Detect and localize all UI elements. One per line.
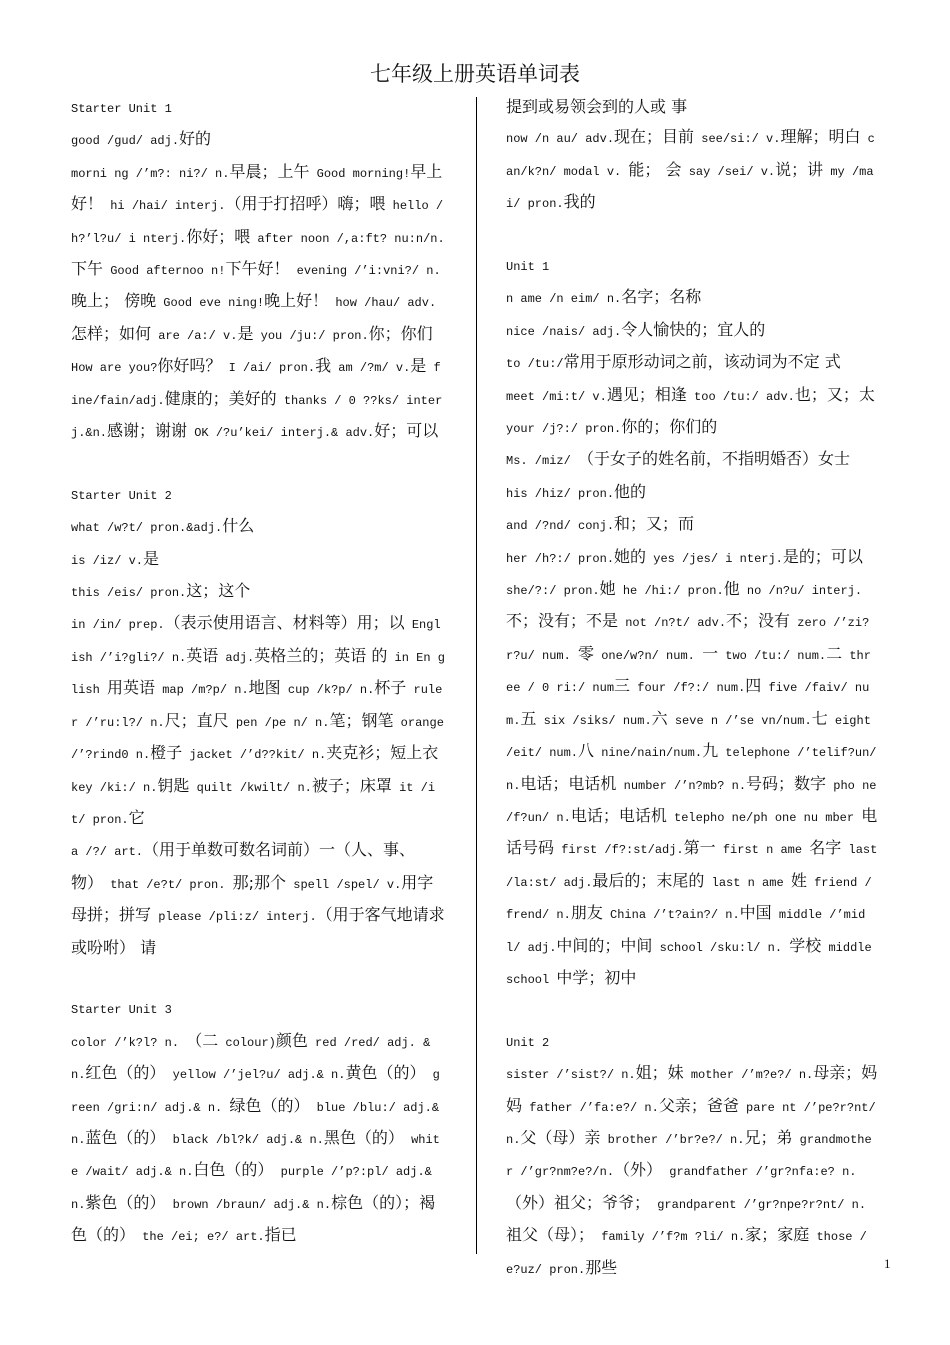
chinese-meaning: 六 xyxy=(651,708,668,728)
english-text: yes /jes/ i nterj. xyxy=(646,551,783,566)
chinese-meaning: 也；又；太 xyxy=(794,384,875,404)
english-text: and /?nd/ conj. xyxy=(506,519,615,534)
vocab-entry xyxy=(506,542,878,574)
vocab-entry xyxy=(506,380,878,445)
chinese-meaning: 八 xyxy=(578,741,595,761)
english-text: three / 0 ri:/ num xyxy=(506,648,871,696)
chinese-meaning: 号码；数字 xyxy=(746,773,827,793)
english-text: pen /pe n/ n. xyxy=(228,715,330,730)
vocab-entry xyxy=(71,544,446,576)
english-text: hi /hai/ interj. xyxy=(103,199,226,214)
english-text: two /tu:/ num. xyxy=(718,648,827,663)
chinese-meaning: 家；家庭 xyxy=(745,1225,810,1245)
english-text: his /hiz/ pron. xyxy=(506,486,615,501)
section-heading xyxy=(506,1026,878,1058)
english-text: you /ju:/ pron. xyxy=(253,328,369,343)
english-text: am /?m/ v. xyxy=(331,361,411,376)
english-text: evening /’i:vni?/ n. xyxy=(289,264,441,279)
english-text: pho ne /f?un/ n. xyxy=(506,778,877,825)
chinese-meaning: 她 xyxy=(599,579,616,599)
english-text: father /’fa:e?/ n. xyxy=(522,1100,659,1115)
chinese-meaning: 能； 会 xyxy=(628,159,682,179)
chinese-meaning: 用英语 xyxy=(107,678,156,698)
section-heading xyxy=(71,993,446,1025)
english-text: the /ei; e?/ art. xyxy=(135,1230,265,1245)
chinese-meaning: 朋友 xyxy=(570,903,603,923)
english-text: in En glish xyxy=(71,650,445,698)
vocab-entry xyxy=(506,574,878,995)
english-text: white /wait/ adj.& n. xyxy=(71,1132,440,1180)
chinese-meaning: 那;那个 xyxy=(232,872,287,892)
english-text: see/si:/ v. xyxy=(694,132,781,147)
chinese-meaning: 紫色（的） xyxy=(85,1192,166,1212)
english-text: those /e?uz/ pron. xyxy=(506,1230,867,1277)
english-text: meet /mi:t/ v. xyxy=(506,389,607,404)
chinese-meaning: （于女子的姓名前，不指明婚否）女士 xyxy=(578,449,851,469)
english-text: English /’i?gli?/ n. xyxy=(71,618,441,665)
vocab-entry xyxy=(506,282,878,314)
english-text: six /siks/ num. xyxy=(536,713,652,728)
chinese-meaning: 最后的；末尾的 xyxy=(592,870,705,890)
english-text: Unit 1 xyxy=(506,260,550,275)
chinese-meaning: 我 xyxy=(315,356,332,376)
chinese-meaning: 三 xyxy=(614,676,631,696)
english-text: Unit 2 xyxy=(506,1035,550,1050)
english-text: spell /spel/ v. xyxy=(286,877,402,892)
english-text: school /sku:l/ n. xyxy=(652,940,790,955)
chinese-meaning: 二 xyxy=(826,643,843,663)
english-text: key /ki:/ n. xyxy=(71,780,158,795)
english-text: adj. xyxy=(218,650,255,665)
chinese-meaning: 早上好！ xyxy=(71,161,443,214)
english-text: How are you? xyxy=(71,361,158,376)
english-text: too /tu:/ adv. xyxy=(686,389,795,404)
chinese-meaning: 不；没有；不是 xyxy=(506,611,619,631)
chinese-meaning: 姐；妹 xyxy=(635,1063,684,1083)
english-text: Starter Unit 2 xyxy=(71,488,172,503)
chinese-meaning: 父（母）亲 xyxy=(520,1127,601,1147)
english-text: mother /’m?e?/ n. xyxy=(683,1068,814,1083)
chinese-meaning: 白色（的） xyxy=(193,1160,274,1180)
chinese-meaning: 英语 xyxy=(186,645,219,665)
english-text: sister /’sist?/ n. xyxy=(506,1068,636,1083)
chinese-meaning: 中间的；中间 xyxy=(556,935,653,955)
chinese-meaning: 黄色（的） xyxy=(345,1063,426,1083)
english-text: five /faiv/ num. xyxy=(506,681,870,728)
english-text: she/?:/ pron. xyxy=(506,584,600,599)
chinese-meaning: 晚上； 傍晚 xyxy=(71,291,157,311)
chinese-meaning: 这；这个 xyxy=(186,581,251,601)
chinese-meaning: 电话；电话机 xyxy=(570,805,667,825)
chinese-meaning: 理解；明白 xyxy=(780,127,861,147)
chinese-meaning: 蓝色（的） xyxy=(85,1127,166,1147)
english-text: jacket /’d??kit/ n. xyxy=(182,748,327,763)
chinese-meaning: 杯子 xyxy=(374,678,407,698)
column-divider xyxy=(476,97,477,1254)
chinese-meaning: 好；可以 xyxy=(374,421,439,441)
chinese-meaning: （用于打招呼）嗨；喂 xyxy=(225,194,386,214)
vocab-entry xyxy=(506,347,878,379)
vocab-entry xyxy=(506,477,878,509)
chinese-meaning: 健康的；美好的 xyxy=(164,388,277,408)
vocab-entry xyxy=(71,576,446,608)
chinese-meaning: （用于客气地请求或吩咐） 请 xyxy=(71,905,445,957)
chinese-meaning: （二 xyxy=(186,1030,219,1050)
chinese-meaning: 怎样；如何 xyxy=(71,323,152,343)
english-text: middle /’midl/ adj. xyxy=(506,908,866,955)
english-text: brown /braun/ adj.& n. xyxy=(165,1197,332,1212)
chinese-meaning: 黑色（的） xyxy=(323,1127,404,1147)
vocab-entry xyxy=(71,608,446,835)
english-text: one/w?n/ num. xyxy=(594,648,703,663)
chinese-meaning: 零 xyxy=(578,643,595,663)
english-text: quilt /kwilt/ n. xyxy=(189,780,312,795)
chinese-meaning: 是的；可以 xyxy=(782,546,863,566)
section-heading xyxy=(506,250,878,282)
vocab-entry xyxy=(506,92,878,122)
english-text: now /n au/ adv. xyxy=(506,132,615,147)
chinese-meaning: （表示使用语言、材料等）用；以 xyxy=(164,613,405,633)
english-text: it /it/ pron. xyxy=(71,780,436,827)
english-text: last n ame xyxy=(704,875,791,890)
english-text: Starter Unit 1 xyxy=(71,102,172,116)
english-text: purple /’p?:pl/ adj.& n. xyxy=(71,1165,432,1212)
english-text: map /m?p/ n. xyxy=(155,683,249,698)
english-text: good /gud/ adj. xyxy=(71,134,180,149)
english-text: seve n /’se vn/num. xyxy=(667,713,812,728)
chinese-meaning: 地图 xyxy=(248,678,281,698)
english-text: are /a:/ v. xyxy=(151,328,238,343)
chinese-meaning: 下午好！ xyxy=(225,259,290,279)
vocab-entry xyxy=(71,835,446,963)
chinese-meaning: 好的 xyxy=(179,129,212,149)
english-text: OK /?u’kei/ interj.& adv. xyxy=(187,426,375,441)
english-text: he /hi:/ pron. xyxy=(615,584,724,599)
chinese-meaning: 我的 xyxy=(563,192,596,212)
chinese-meaning: 棕色（的）；褐色（的） xyxy=(71,1192,436,1245)
english-text: telepho ne/ph one nu mber xyxy=(666,810,862,825)
english-text: orange /’?rind0 n. xyxy=(71,715,444,763)
english-text: can/k?n/ modal v. xyxy=(506,132,875,179)
english-text: first /f?:st/adj. xyxy=(554,843,684,858)
english-text: hello /h?’l?u/ i nterj. xyxy=(71,199,444,246)
chinese-meaning: 九 xyxy=(702,741,719,761)
english-text: Starter Unit 3 xyxy=(71,1003,172,1018)
english-text: red /red/ adj. & n. xyxy=(71,1035,431,1083)
english-text: to /tu:/ xyxy=(506,357,564,372)
chinese-meaning: 遇见；相逢 xyxy=(606,384,687,404)
chinese-meaning: 四 xyxy=(745,676,762,696)
chinese-meaning: 五 xyxy=(520,708,537,728)
english-text: what /w?t/ pron.&adj. xyxy=(71,521,223,536)
english-text: fine/fain/adj. xyxy=(71,361,441,408)
english-text: grandfather /’gr?nfa:e? n. xyxy=(662,1165,857,1180)
english-text: n ame /n eim/ n. xyxy=(506,292,622,307)
chinese-meaning: 他的 xyxy=(614,481,647,501)
chinese-meaning: 绿色（的） xyxy=(229,1095,310,1115)
english-text: a /?/ art. xyxy=(71,845,144,860)
english-text: eight /eit/ num. xyxy=(506,713,871,761)
english-text: zero /’zi?r?u/ num. xyxy=(506,616,870,663)
section-heading xyxy=(71,479,446,511)
chinese-meaning: 第一 xyxy=(683,838,716,858)
english-text: family /’f?m ?li/ n. xyxy=(594,1230,746,1245)
english-text: color /’k?l? n. xyxy=(71,1035,187,1050)
english-text: her /h?:/ pron. xyxy=(506,551,615,566)
chinese-meaning: 父亲；爸爸 xyxy=(658,1095,739,1115)
chinese-meaning: 学校 xyxy=(789,935,822,955)
english-text: green /gri:n/ adj.& n. xyxy=(71,1068,440,1115)
english-text: please /pli:z/ interj. xyxy=(151,910,317,925)
chinese-meaning: 姓 xyxy=(790,870,807,890)
chinese-meaning: 令人愉快的；宜人的 xyxy=(621,319,766,339)
english-text: telephone /’telif?un/ n. xyxy=(506,746,877,793)
chinese-meaning: 中国 xyxy=(739,903,772,923)
english-text: first n ame xyxy=(715,843,810,858)
chinese-meaning: 一 xyxy=(702,643,719,663)
vocab-entry xyxy=(71,124,446,156)
chinese-meaning: 什么 xyxy=(222,516,255,536)
chinese-meaning: 指已 xyxy=(264,1225,297,1245)
english-text: colour) xyxy=(218,1035,276,1050)
english-text: yellow /’jel?u/ adj.& n. xyxy=(165,1068,346,1083)
english-text: brother /’br?e?/ n. xyxy=(600,1132,745,1147)
page-title: 七年级上册英语单词表 xyxy=(370,62,580,86)
vocab-entry xyxy=(71,157,446,449)
chinese-meaning: 你好；喂 xyxy=(186,226,251,246)
vocab-entry xyxy=(71,511,446,543)
chinese-meaning: 七 xyxy=(811,708,828,728)
chinese-meaning: 是 xyxy=(237,323,254,343)
english-text: Good morning! xyxy=(309,166,411,181)
english-text: that /e?t/ pron. xyxy=(103,877,233,892)
chinese-meaning: 晚上好！ xyxy=(264,291,329,311)
english-text: after noon /,a:ft? nu:n/n. xyxy=(250,231,445,246)
chinese-meaning: 母亲；妈妈 xyxy=(506,1063,878,1115)
chinese-meaning: （外） xyxy=(614,1160,663,1180)
chinese-meaning: 那些 xyxy=(585,1257,618,1277)
chinese-meaning: 兄；弟 xyxy=(744,1127,793,1147)
chinese-meaning: 是 xyxy=(410,356,427,376)
chinese-meaning: 用字母拼；拼写 xyxy=(71,872,434,925)
left-column xyxy=(71,92,446,1253)
chinese-meaning: 祖父（母）； xyxy=(506,1225,595,1245)
chinese-meaning: 尺；直尺 xyxy=(164,710,229,730)
chinese-meaning: 不；没有 xyxy=(726,611,791,631)
chinese-meaning: 英格兰的；英语 的 xyxy=(254,645,388,665)
chinese-meaning: （用于单数可数名词前）一（人、事、物） xyxy=(71,840,416,892)
english-text: grandmother /’gr?nm?e?/n. xyxy=(506,1132,872,1180)
english-text: this /eis/ pron. xyxy=(71,586,187,601)
chinese-meaning: 红色（的） xyxy=(85,1063,166,1083)
english-text: Ms. /miz/ xyxy=(506,454,579,469)
english-text: nice /nais/ adj. xyxy=(506,324,622,339)
chinese-meaning: 夹克衫；短上衣 xyxy=(326,743,439,763)
chinese-meaning: 提到或易领会到的人或 事 xyxy=(506,97,688,116)
right-column xyxy=(506,92,878,1285)
chinese-meaning: 中学；初中 xyxy=(556,967,637,987)
english-text: ruler /’ru:l?/ n. xyxy=(71,683,443,730)
english-text: friend /frend/ n. xyxy=(506,875,872,923)
vocab-entry xyxy=(71,1026,446,1253)
vocab-entry xyxy=(506,444,878,476)
english-text: my /mai/ pron. xyxy=(506,164,874,212)
english-text: middle school xyxy=(506,940,872,987)
english-text: morni ng /’m?: ni?/ n. xyxy=(71,166,230,181)
chinese-meaning: 钥匙 xyxy=(157,775,190,795)
english-text: thanks / 0 ??ks/ interj.&n. xyxy=(71,393,443,441)
chinese-meaning: 常用于原形动词之前，该动词为不定 式 xyxy=(563,352,841,372)
english-text: China /’t?ain?/ n. xyxy=(602,908,740,923)
chinese-meaning: 感谢；谢谢 xyxy=(107,421,188,441)
english-text: number /’n?mb? n. xyxy=(616,778,747,793)
chinese-meaning: 是 xyxy=(143,548,160,568)
english-text: black /bl?k/ adj.& n. xyxy=(165,1132,324,1147)
chinese-meaning: 现在；目前 xyxy=(614,127,695,147)
english-text: no /n?u/ interj. xyxy=(739,584,863,599)
chinese-meaning: 你；你们 xyxy=(368,323,433,343)
english-text: in /in/ prep. xyxy=(71,618,165,633)
english-text: Good eve ning! xyxy=(156,296,265,311)
vocab-entry xyxy=(506,122,878,219)
english-text: is /iz/ v. xyxy=(71,553,144,568)
vocab-entry xyxy=(506,315,878,347)
english-text: pare nt /’pe?r?nt/ n. xyxy=(506,1100,876,1147)
chinese-meaning: （外）祖父；爷爷； xyxy=(506,1192,651,1212)
vocab-entry xyxy=(506,509,878,541)
chinese-meaning: 和；又；而 xyxy=(614,514,695,534)
chinese-meaning: 下午 xyxy=(71,259,104,279)
chinese-meaning: 你的；你们的 xyxy=(621,417,718,437)
english-text: four /f?:/ num. xyxy=(630,681,746,696)
chinese-meaning: 电话号码 xyxy=(506,805,878,858)
english-text: blue /blu:/ adj.& n. xyxy=(71,1100,440,1147)
section-heading xyxy=(71,92,446,124)
english-text: last /la:st/ adj. xyxy=(506,843,878,890)
chinese-meaning: 橙子 xyxy=(150,743,183,763)
chinese-meaning: 它 xyxy=(128,807,145,827)
english-text: say /sei/ v. xyxy=(681,164,776,179)
chinese-meaning: 说；讲 xyxy=(775,159,824,179)
chinese-meaning: 名字；名称 xyxy=(621,287,702,307)
english-text: Good afternoo n! xyxy=(103,264,226,279)
english-text: cup /k?p/ n. xyxy=(280,683,375,698)
chinese-meaning: 被子；床罩 xyxy=(311,775,392,795)
chinese-meaning: 颜色 xyxy=(275,1030,308,1050)
page-number: 1 xyxy=(884,1256,891,1271)
chinese-meaning: 她的 xyxy=(614,546,647,566)
english-text: not /n?t/ adv. xyxy=(618,616,727,631)
chinese-meaning: 早晨；上午 xyxy=(229,161,310,181)
chinese-meaning: 笔；钢笔 xyxy=(329,710,394,730)
chinese-meaning: 名字 xyxy=(809,838,842,858)
chinese-meaning: 电话；电话机 xyxy=(520,773,617,793)
english-text: your /j?:/ pron. xyxy=(506,422,622,437)
chinese-meaning: 他 xyxy=(723,579,740,599)
english-text: I /ai/ pron. xyxy=(221,361,316,376)
vocab-entry xyxy=(506,1058,878,1285)
english-text: how /hau/ adv. xyxy=(328,296,437,311)
english-text: grandparent /’gr?npe?r?nt/ n. xyxy=(650,1197,867,1212)
english-text: nine/nain/num. xyxy=(594,746,703,761)
chinese-meaning: 你好吗？ xyxy=(157,356,222,376)
